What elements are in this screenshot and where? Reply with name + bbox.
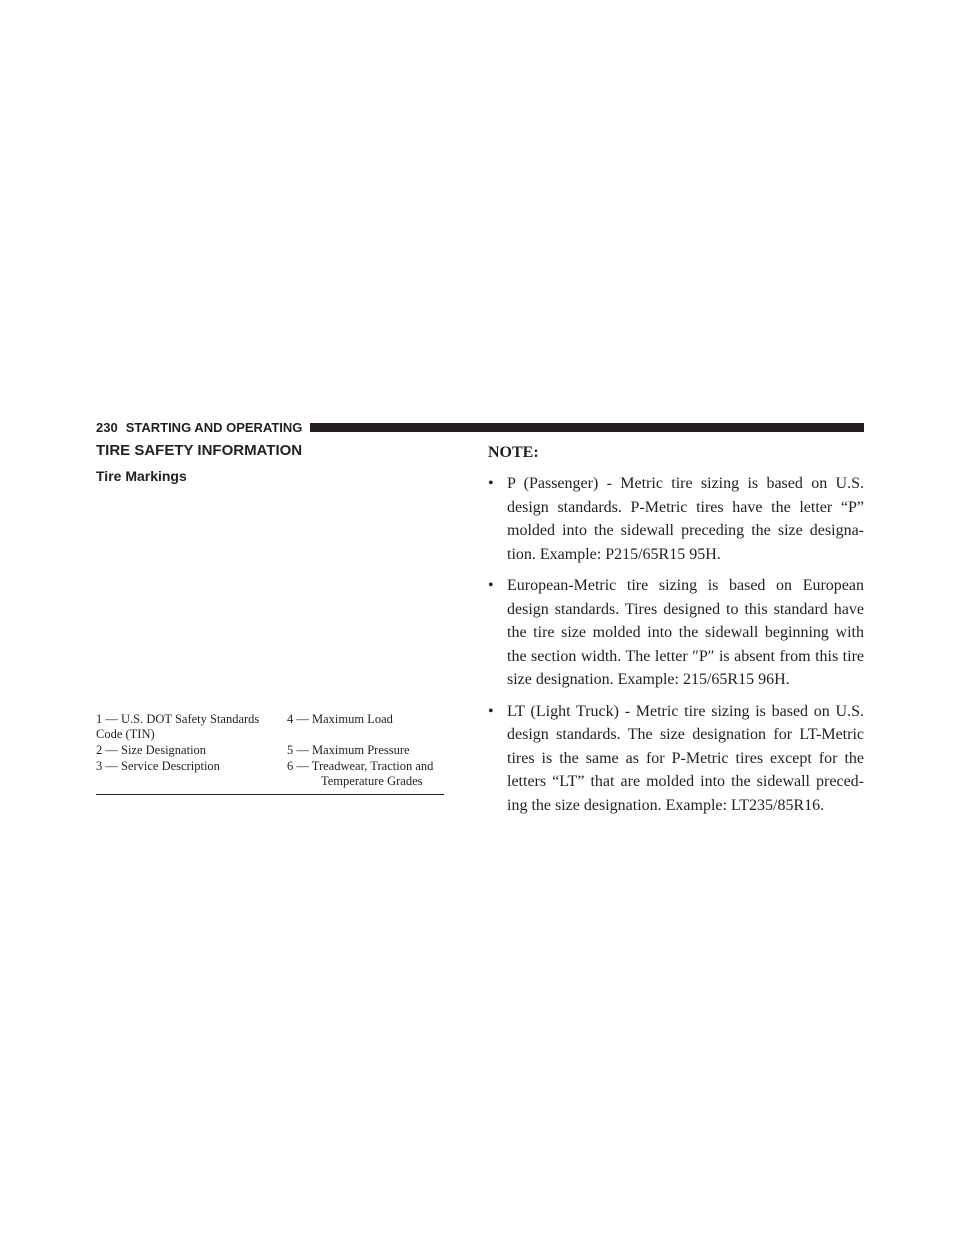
list-item <box>488 574 864 692</box>
main-heading: TIRE SAFETY INFORMATION <box>96 442 303 459</box>
legend-item-6: 6 — Treadwear, Traction and Temperature Grades <box>287 759 434 788</box>
legend-item-3: 3 — Service Description <box>96 759 220 773</box>
header-rule <box>310 423 864 432</box>
legend-item-2: 2 — Size Designation <box>96 743 207 757</box>
section-title: STARTING AND OPERATING <box>125 419 303 435</box>
legend-divider <box>96 794 444 795</box>
tire-figure-area <box>96 486 444 712</box>
legend-item-5: 5 — Maximum Pressure <box>287 743 410 757</box>
bullet-text: P (Passenger) - Metric tire sizing is based on U.S. design standards. P-Metric tires have the letter “P” molded into the sidewall preceding the size designa-tion. Example: P215/65R15 95H. <box>507 475 864 563</box>
figure-legend <box>96 712 444 790</box>
list-item <box>488 700 864 818</box>
bullet-icon: • <box>488 475 494 492</box>
list-item <box>488 472 864 566</box>
bullet-text: LT (Light Truck) - Metric tire sizing is based on U.S. design standards. The size designation for LT-Metric tires is the same as for P-Metric tires except for the letters “LT” that are molded into the sidewall preced-ing the size designation. Example: LT235/85R16. <box>507 702 864 814</box>
sub-heading: Tire Markings <box>96 468 187 484</box>
legend-item-1: 1 — U.S. DOT Safety Standards Code (TIN) <box>96 712 260 741</box>
bullet-icon: • <box>488 577 494 594</box>
right-column <box>488 443 864 825</box>
bullet-text: European-Metric tire sizing is based on European design standards. Tires designed to this standard have the tire size molded into the sidewall beginning with the section width. The letter ″P″ is absent from this tire size designation. Example: 215/65R15 96H. <box>507 577 864 688</box>
left-column <box>96 441 444 795</box>
page-header <box>96 418 864 436</box>
legend-item-4: 4 — Maximum Load <box>287 712 393 726</box>
page-number: 230 <box>96 419 118 435</box>
note-label: NOTE: <box>488 444 539 461</box>
bullet-icon: • <box>488 702 494 720</box>
note-bullet-list <box>488 472 864 817</box>
